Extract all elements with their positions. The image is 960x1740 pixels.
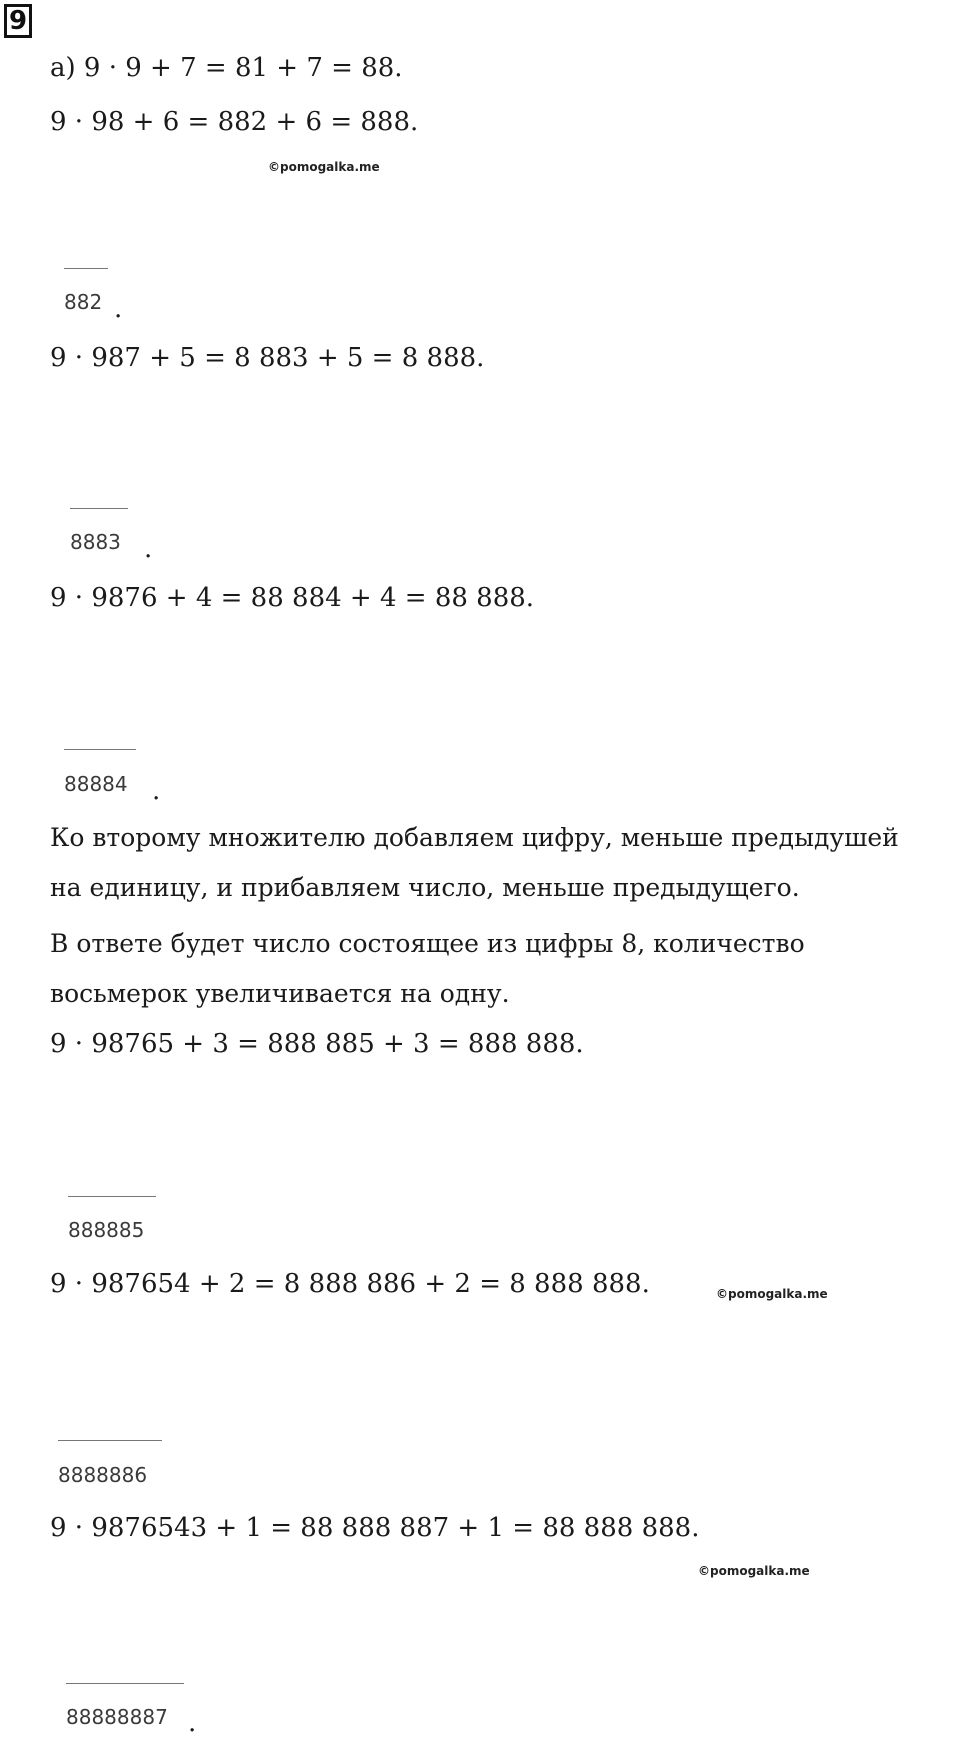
equation-4: 9 · 9876 + 4 = 88 884 + 4 = 88 888.: [50, 583, 535, 613]
explanation-line-2: на единицу, и прибавляем число, меньше предыдущего.: [50, 873, 800, 902]
column-period: .: [144, 534, 153, 564]
column-rule: [58, 1440, 162, 1441]
column-period: .: [152, 776, 161, 806]
equation-6: 9 · 987654 + 2 = 8 888 886 + 2 = 8 888 888.: [50, 1269, 650, 1299]
equation-1: а) 9 · 9 + 7 = 81 + 7 = 88.: [50, 53, 403, 83]
column-result: 8888886: [58, 1463, 148, 1487]
column-result: 882: [64, 290, 103, 314]
equation-3: 9 · 987 + 5 = 8 883 + 5 = 8 888.: [50, 343, 485, 373]
column-rule: [64, 268, 108, 269]
column-rule: [70, 508, 128, 509]
task-number-badge: 9: [4, 4, 32, 38]
column-result: 88884: [64, 772, 128, 796]
equation-2: 9 · 98 + 6 = 882 + 6 = 888.: [50, 107, 419, 137]
column-result: 88888887: [66, 1705, 168, 1729]
column-result: 8883: [70, 530, 121, 554]
column-result: 888885: [68, 1218, 145, 1242]
column-period: .: [188, 1708, 197, 1738]
column-rule: [68, 1196, 156, 1197]
column-rule: [64, 749, 136, 750]
explanation-line-1: Ко второму множителю добавляем цифру, меньше предыдушей: [50, 823, 899, 852]
explanation-line-4: восьмерок увеличивается на одну.: [50, 979, 510, 1008]
column-rule: [66, 1683, 184, 1684]
watermark: ©pomogalka.me: [716, 1287, 828, 1301]
watermark: ©pomogalka.me: [268, 160, 380, 174]
watermark: ©pomogalka.me: [698, 1564, 810, 1578]
equation-5: 9 · 98765 + 3 = 888 885 + 3 = 888 888.: [50, 1029, 584, 1059]
explanation-line-3: В ответе будет число состоящее из цифры 8, количество: [50, 929, 805, 958]
column-period: .: [114, 294, 123, 324]
equation-7: 9 · 9876543 + 1 = 88 888 887 + 1 = 88 888 888.: [50, 1513, 700, 1543]
